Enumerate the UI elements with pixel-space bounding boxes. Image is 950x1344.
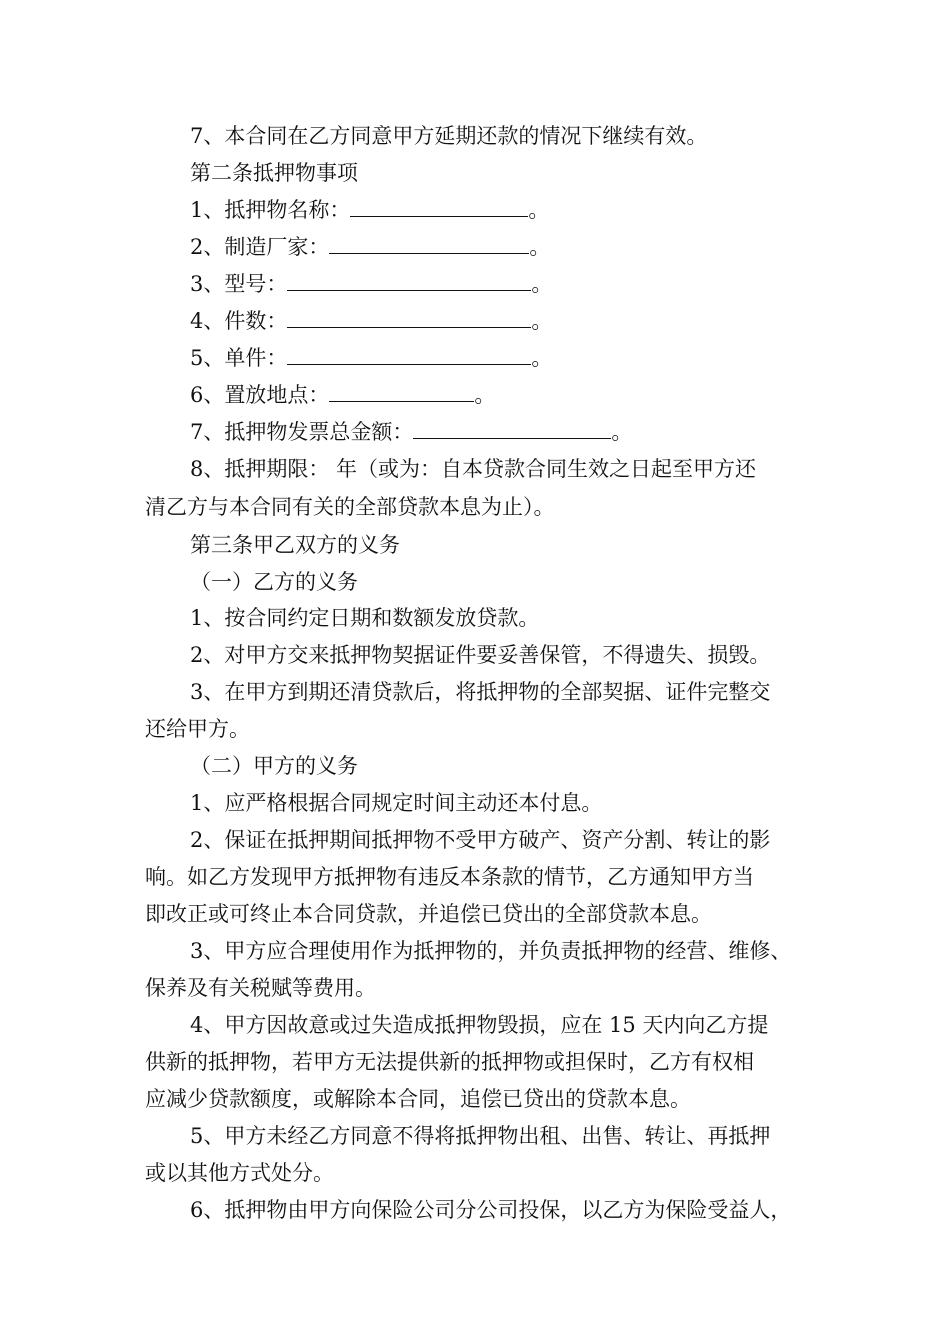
field-label: 6、置放地点： <box>190 383 330 407</box>
blank-underline <box>287 270 531 291</box>
party-a-duty-3-line2: 保养及有关税赋等费用。 <box>145 976 376 1000</box>
field-end-mark: 。 <box>474 383 496 407</box>
field-end-mark: 。 <box>531 309 553 333</box>
field-label: 4、件数： <box>190 309 288 333</box>
party-a-duty-6-line1: 6、抵押物由甲方向保险公司分公司投保，以乙方为保险受益人， <box>190 1198 792 1222</box>
field-collateral-name <box>190 196 549 224</box>
blank-underline <box>350 196 528 217</box>
party-a-duty-4-line1: 4、甲方因故意或过失造成抵押物毁损，应在 15 天内向乙方提 <box>190 1013 769 1037</box>
blank-underline <box>287 344 531 365</box>
field-label: 5、单件： <box>190 346 288 370</box>
field-invoice-amount <box>190 418 632 446</box>
field-end-mark: 。 <box>528 198 550 222</box>
article-2-heading: 第二条抵押物事项 <box>190 161 358 185</box>
field-unit <box>190 344 552 372</box>
clause-8-term-line2: 清乙方与本合同有关的全部贷款本息为止）。 <box>145 495 555 519</box>
field-model <box>190 270 552 298</box>
field-label: 2、制造厂家： <box>190 235 330 259</box>
field-end-mark: 。 <box>531 346 553 370</box>
party-a-duty-2-line3: 即改正或可终止本合同贷款，并追偿已贷出的全部贷款本息。 <box>145 902 712 926</box>
field-end-mark: 。 <box>531 272 553 296</box>
party-b-duty-2: 2、对甲方交来抵押物契据证件要妥善保管，不得遗失、损毁。 <box>190 643 771 667</box>
clause-8-term-line1: 8、抵押期限： 年（或为：自本贷款合同生效之日起至甲方还 <box>190 457 757 481</box>
party-a-duty-3-line1: 3、甲方应合理使用作为抵押物的，并负责抵押物的经营、维修、 <box>190 939 792 963</box>
party-a-duty-1: 1、应严格根据合同规定时间主动还本付息。 <box>190 791 603 815</box>
blank-underline <box>287 307 531 328</box>
section-party-a-duties: （二）甲方的义务 <box>190 754 358 778</box>
blank-underline <box>329 381 474 402</box>
party-a-duty-4-line3: 应减少贷款额度，或解除本合同，追偿已贷出的贷款本息。 <box>145 1087 691 1111</box>
article-3-heading: 第三条甲乙双方的义务 <box>190 533 400 557</box>
section-party-b-duties: （一）乙方的义务 <box>190 570 358 594</box>
field-location <box>190 381 495 409</box>
blank-underline <box>413 418 611 439</box>
field-manufacturer <box>190 233 550 261</box>
party-b-duty-3-line2: 还给甲方。 <box>145 717 250 741</box>
party-a-duty-2-line1: 2、保证在抵押期间抵押物不受甲方破产、资产分割、转让的影 <box>190 828 771 852</box>
field-end-mark: 。 <box>529 235 551 259</box>
party-a-duty-4-line2: 供新的抵押物，若甲方无法提供新的抵押物或担保时，乙方有权相 <box>145 1050 754 1074</box>
party-a-duty-5-line1: 5、甲方未经乙方同意不得将抵押物出租、出售、转让、再抵押 <box>190 1124 771 1148</box>
party-b-duty-1: 1、按合同约定日期和数额发放贷款。 <box>190 606 540 630</box>
party-b-duty-3-line1: 3、在甲方到期还清贷款后，将抵押物的全部契据、证件完整交 <box>190 680 771 704</box>
clause-7-extension: 7、本合同在乙方同意甲方延期还款的情况下继续有效。 <box>190 124 708 148</box>
blank-underline <box>329 233 529 254</box>
field-end-mark: 。 <box>611 420 633 444</box>
field-quantity <box>190 307 552 335</box>
party-a-duty-2-line2: 响。如乙方发现甲方抵押物有违反本条款的情节，乙方通知甲方当 <box>145 865 754 889</box>
field-label: 1、抵押物名称： <box>190 198 351 222</box>
field-label: 7、抵押物发票总金额： <box>190 420 414 444</box>
field-label: 3、型号： <box>190 272 288 296</box>
party-a-duty-5-line2: 或以其他方式处分。 <box>145 1161 334 1185</box>
